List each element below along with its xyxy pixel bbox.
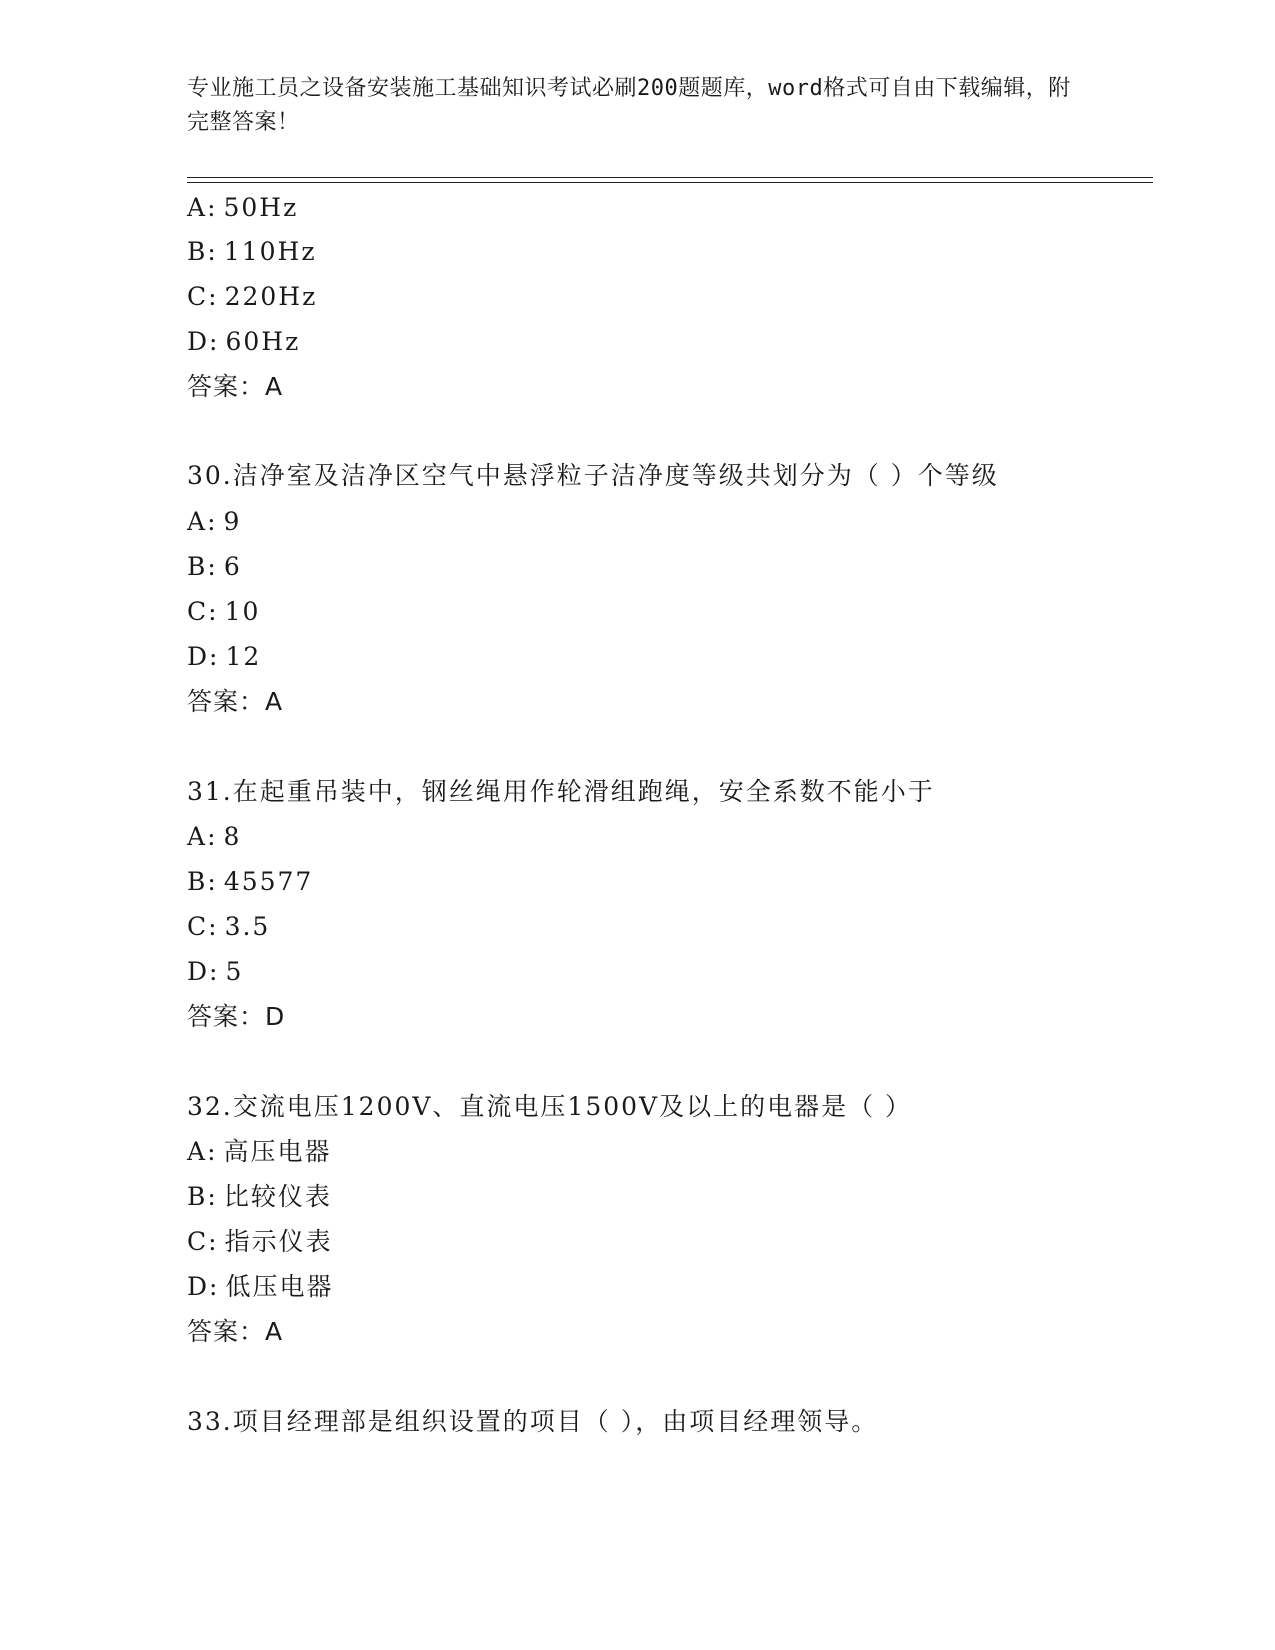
option-d: D: 5: [187, 957, 244, 986]
option-b: B: 110Hz: [187, 237, 317, 266]
header-rule-top: [187, 177, 1153, 178]
answer: 答案：A: [187, 1317, 284, 1346]
document-header: 专业施工员之设备安装施工基础知识考试必刷200题题库，word格式可自由下载编辑，附完整答案！: [187, 76, 1071, 135]
header-rule-bottom: [187, 182, 1153, 183]
option-a: A: 8: [187, 822, 242, 851]
question-32: 32.交流电压1200V、直流电压1500V及以上的电器是（ ）: [187, 1092, 913, 1121]
option-b: B: 45577: [187, 867, 314, 896]
question-33: 33.项目经理部是组织设置的项目（ ），由项目经理领导。: [187, 1407, 879, 1436]
option-b: B: 比较仪表: [187, 1182, 332, 1211]
option-b: B: 6: [187, 552, 242, 581]
option-a: A: 50Hz: [187, 193, 299, 222]
question-31: 31.在起重吊装中，钢丝绳用作轮滑组跑绳，安全系数不能小于: [187, 777, 935, 806]
option-d: D: 60Hz: [187, 327, 301, 356]
option-c: C: 10: [187, 597, 261, 626]
question-30: 30.洁净室及洁净区空气中悬浮粒子洁净度等级共划分为（ ）个等级: [187, 461, 999, 490]
answer: 答案：D: [187, 1002, 286, 1031]
option-d: D: 低压电器: [187, 1272, 334, 1301]
option-d: D: 12: [187, 642, 262, 671]
option-c: C: 3.5: [187, 912, 271, 941]
option-a: A: 9: [187, 507, 242, 536]
answer: 答案：A: [187, 372, 284, 401]
option-a: A: 高压电器: [187, 1137, 332, 1166]
option-c: C: 220Hz: [187, 282, 318, 311]
answer: 答案：A: [187, 687, 284, 716]
option-c: C: 指示仪表: [187, 1227, 333, 1256]
